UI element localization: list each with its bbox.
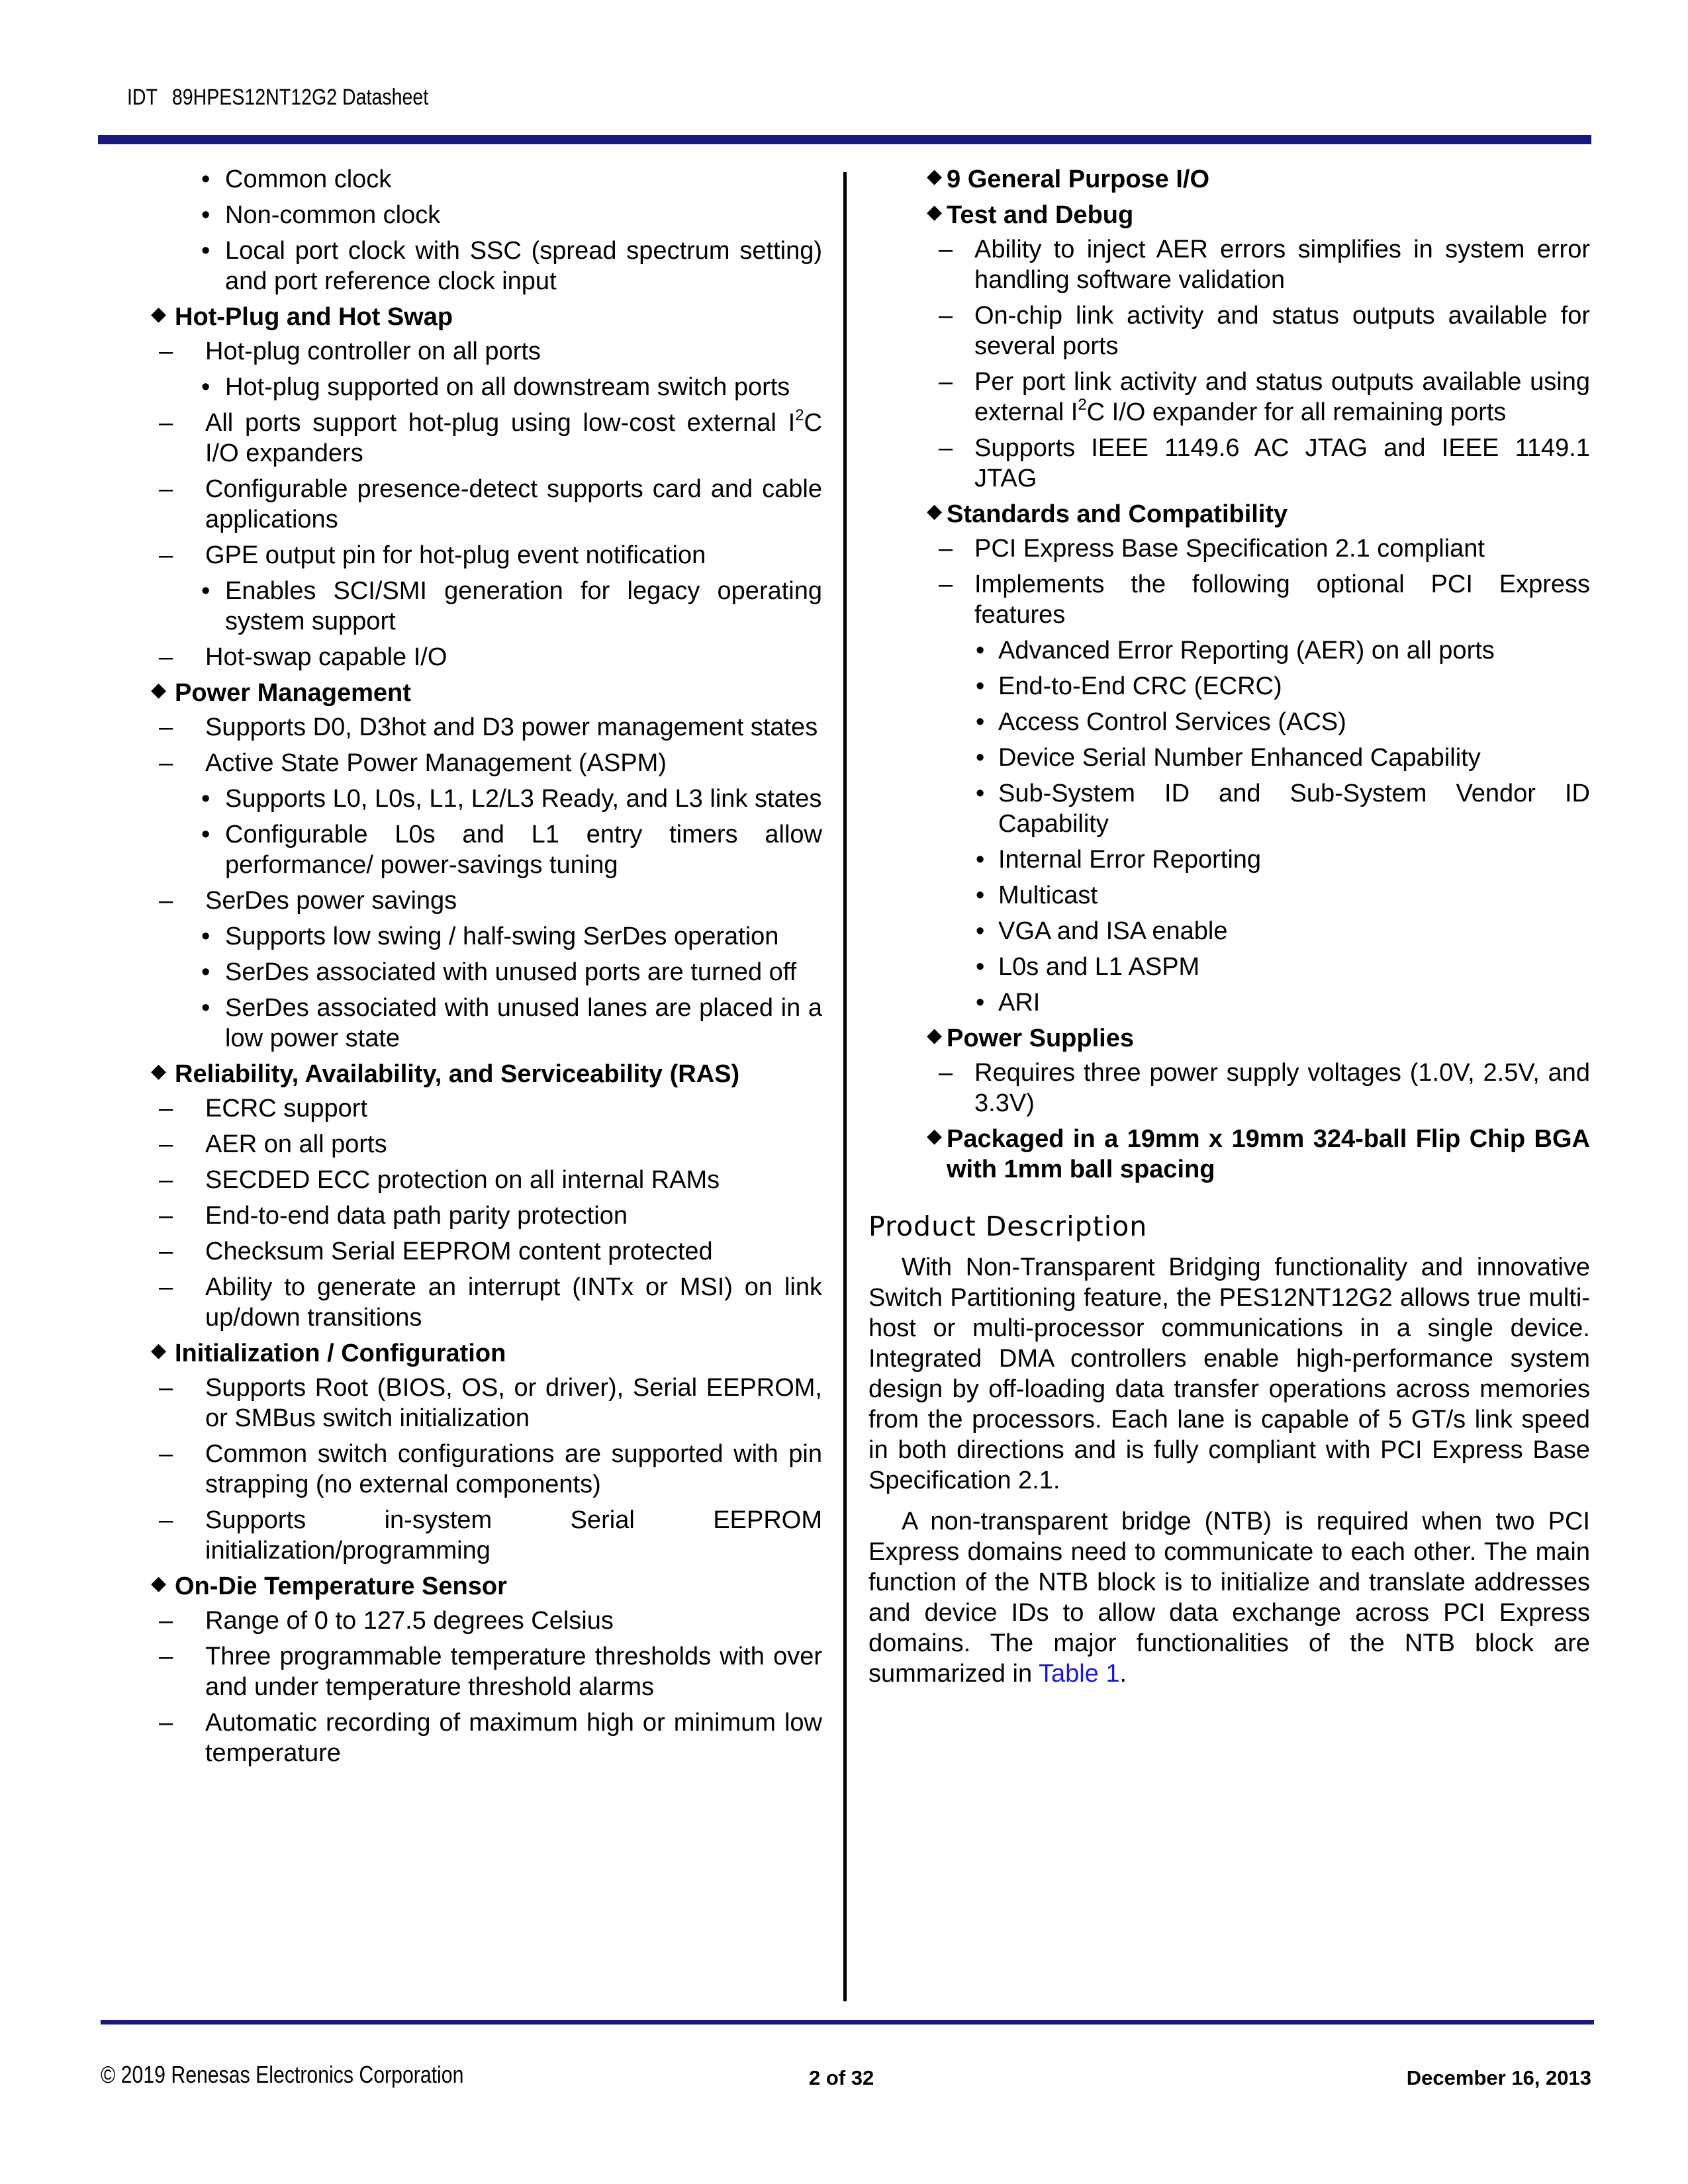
- dash-marker: –: [159, 887, 173, 915]
- feature-item: [127, 642, 822, 672]
- item-text: Hot-Plug and Hot Swap: [175, 303, 453, 331]
- feature-item: [868, 433, 1590, 494]
- item-text: Supports IEEE 1149.6 AC JTAG and IEEE 1149.1 JTAG: [974, 434, 1590, 492]
- item-text: Access Control Services (ACS): [998, 708, 1346, 736]
- feature-item: [127, 748, 822, 778]
- feature-heading: [127, 302, 822, 332]
- item-text: End-to-end data path parity protection: [205, 1202, 628, 1230]
- section-title-product-description: Product Description: [868, 1210, 1148, 1242]
- dash-marker: –: [159, 1607, 173, 1635]
- item-text: Supports in-system Serial EEPROM initialization/programming: [205, 1506, 822, 1565]
- dash-marker: –: [939, 1059, 953, 1087]
- feature-item: [868, 1058, 1590, 1118]
- item-text: Sub-System ID and Sub-System Vendor ID Capability: [998, 780, 1590, 838]
- item-text: SECDED ECC protection on all internal RAMs: [205, 1166, 720, 1194]
- item-text: End-to-End CRC (ECRC): [998, 672, 1282, 700]
- diamond-bullet-icon: ◆: [927, 165, 943, 187]
- diamond-bullet-icon: ◆: [151, 303, 167, 325]
- item-text: PCI Express Base Specification 2.1 compliant: [974, 535, 1485, 563]
- bullet-marker: •: [201, 785, 211, 813]
- item-text: Multicast: [998, 882, 1098, 909]
- feature-subitem: [127, 200, 822, 230]
- feature-item: [868, 569, 1590, 630]
- feature-heading: [868, 1023, 1590, 1054]
- dash-marker: –: [939, 434, 953, 462]
- feature-item: [127, 1272, 822, 1333]
- item-text-continued: C I/O expander for all remaining ports: [1086, 398, 1507, 426]
- product-description-paragraph-2: [868, 1506, 1590, 1689]
- item-text: Hot-swap capable I/O: [205, 643, 447, 671]
- item-text: Device Serial Number Enhanced Capability: [998, 744, 1481, 772]
- diamond-bullet-icon: ◆: [927, 201, 943, 223]
- item-text: Range of 0 to 127.5 degrees Celsius: [205, 1607, 614, 1635]
- feature-item: [127, 336, 822, 367]
- header-rule: [98, 135, 1591, 144]
- item-text: All ports support hot-plug using low-cost external I: [205, 409, 796, 437]
- item-text: Advanced Error Reporting (AER) on all ports: [998, 637, 1495, 664]
- dash-marker: –: [159, 541, 173, 569]
- bullet-marker: •: [976, 780, 985, 807]
- feature-item: [127, 1236, 822, 1267]
- feature-item: [127, 540, 822, 570]
- feature-subitem: [127, 164, 822, 195]
- item-text: GPE output pin for hot-plug event notification: [205, 541, 706, 569]
- column-divider: [843, 172, 847, 2001]
- feature-subitem: [868, 880, 1590, 911]
- diamond-bullet-icon: ◆: [151, 1340, 167, 1361]
- dash-marker: –: [159, 409, 173, 437]
- item-text: L0s and L1 ASPM: [998, 953, 1200, 981]
- right-feature-list: [868, 164, 1590, 1185]
- feature-subitem: [127, 236, 822, 296]
- bullet-marker: •: [201, 821, 211, 848]
- bullet-marker: •: [201, 165, 211, 193]
- bullet-marker: •: [201, 237, 211, 265]
- feature-subitem: [127, 576, 822, 637]
- bullet-marker: •: [201, 958, 211, 986]
- bullet-marker: •: [976, 744, 985, 772]
- item-text: Local port clock with SSC (spread spectrum setting) and port reference clock input: [225, 237, 822, 295]
- bullet-marker: •: [976, 953, 985, 981]
- feature-item: [127, 474, 822, 535]
- feature-item: [127, 1201, 822, 1231]
- item-text: Three programmable temperature thresholds with over and under temperature threshold alarms: [205, 1643, 822, 1701]
- feature-subitem: [868, 743, 1590, 773]
- feature-subitem: [127, 957, 822, 987]
- feature-item: [127, 1165, 822, 1195]
- footer-date: December 16, 2013: [1406, 2066, 1591, 2089]
- feature-item: [868, 300, 1590, 361]
- feature-item: [127, 1606, 822, 1636]
- paragraph-2-end: .: [1119, 1660, 1127, 1688]
- item-text: Checksum Serial EEPROM content protected: [205, 1238, 713, 1265]
- item-text: Ability to generate an interrupt (INTx or MSI) on link up/down transitions: [205, 1273, 822, 1332]
- bullet-marker: •: [976, 882, 985, 909]
- bullet-marker: •: [201, 923, 211, 950]
- feature-heading: [127, 1338, 822, 1369]
- left-column: [127, 164, 822, 1774]
- diamond-bullet-icon: ◆: [151, 1572, 167, 1594]
- dash-marker: –: [159, 1643, 173, 1670]
- dash-marker: –: [159, 643, 173, 671]
- feature-heading: [868, 1124, 1590, 1185]
- dash-marker: –: [159, 1440, 173, 1468]
- item-text-continued: C I/O expanders: [205, 409, 822, 467]
- item-text: Supports L0, L0s, L1, L2/L3 Ready, and L3 link states: [225, 785, 822, 813]
- item-text: On-chip link activity and status outputs available for several ports: [974, 302, 1590, 360]
- feature-item: [127, 408, 822, 469]
- item-text: Initialization / Configuration: [175, 1340, 506, 1367]
- dash-marker: –: [939, 570, 953, 598]
- feature-item: [127, 1129, 822, 1160]
- dash-marker: –: [159, 1709, 173, 1737]
- dash-marker: –: [159, 338, 173, 365]
- feature-item: [127, 1373, 822, 1433]
- dash-marker: –: [159, 1130, 173, 1158]
- item-text: On-Die Temperature Sensor: [175, 1572, 507, 1600]
- item-text: Per port link activity and status outputs available using external I: [974, 368, 1590, 426]
- item-text: VGA and ISA enable: [998, 917, 1228, 945]
- feature-heading: [127, 1059, 822, 1089]
- bullet-marker: •: [976, 672, 985, 700]
- dash-marker: –: [159, 475, 173, 503]
- bullet-marker: •: [201, 577, 211, 605]
- dash-marker: –: [159, 1273, 173, 1301]
- bullet-marker: •: [976, 917, 985, 945]
- item-text: Common switch configurations are supported with pin strapping (no external components): [205, 1440, 822, 1498]
- feature-subitem: [868, 844, 1590, 875]
- footer-copyright: © 2019 Renesas Electronics Corporation: [101, 2061, 464, 2088]
- item-text: Implements the following optional PCI Express features: [974, 570, 1590, 629]
- item-text: Reliability, Availability, and Serviceability (RAS): [175, 1060, 740, 1088]
- feature-subitem: [868, 635, 1590, 666]
- feature-subitem: [868, 671, 1590, 702]
- page-header: [127, 85, 486, 111]
- item-text: ECRC support: [205, 1095, 367, 1122]
- item-text: SerDes associated with unused lanes are placed in a low power state: [225, 994, 822, 1052]
- feature-item: [127, 1439, 822, 1500]
- superscript: 2: [1078, 396, 1087, 414]
- bullet-marker: •: [201, 373, 211, 401]
- feature-subitem: [127, 784, 822, 814]
- dash-marker: –: [159, 713, 173, 741]
- diamond-bullet-icon: ◆: [927, 500, 943, 522]
- item-text: Hot-plug controller on all ports: [205, 338, 541, 365]
- feature-heading: [868, 499, 1590, 529]
- item-text: Non-common clock: [225, 201, 441, 229]
- bullet-marker: •: [976, 989, 985, 1017]
- footer-page-number: 2 of 32: [809, 2066, 874, 2089]
- dash-marker: –: [159, 1095, 173, 1122]
- superscript: 2: [795, 406, 804, 424]
- bullet-marker: •: [976, 708, 985, 736]
- item-text: Enables SCI/SMI generation for legacy operating system support: [225, 577, 822, 635]
- header-doc-title: 89HPES12NT12G2 Datasheet: [171, 85, 429, 110]
- item-text: Power Supplies: [947, 1024, 1134, 1052]
- item-text: Configurable L0s and L1 entry timers allow performance/ power-savings tuning: [225, 821, 822, 879]
- item-text: Packaged in a 19mm x 19mm 324-ball Flip Chip BGA with 1mm ball spacing: [947, 1125, 1590, 1183]
- item-text: Automatic recording of maximum high or minimum low temperature: [205, 1709, 822, 1767]
- feature-item: [868, 367, 1590, 428]
- feature-heading: [127, 1571, 822, 1602]
- feature-subitem: [868, 916, 1590, 946]
- bullet-marker: •: [976, 846, 985, 874]
- item-text: Test and Debug: [947, 201, 1134, 229]
- footer-rule: [101, 2020, 1594, 2025]
- diamond-bullet-icon: ◆: [927, 1125, 943, 1147]
- feature-item: [127, 1093, 822, 1124]
- dash-marker: –: [939, 236, 953, 263]
- feature-subitem: [868, 987, 1590, 1018]
- item-text: Requires three power supply voltages (1.0V, 2.5V, and 3.3V): [974, 1059, 1590, 1117]
- item-text: Hot-plug supported on all downstream switch ports: [225, 373, 790, 401]
- feature-subitem: [868, 778, 1590, 839]
- item-text: Power Management: [175, 679, 411, 707]
- feature-item: [868, 533, 1590, 564]
- product-description-paragraph-1: With Non-Transparent Bridging functionality and innovative Switch Partitioning feature, the PES12NT12G2 allows true multi-host or multi-processor communications in a single device. Integrated DMA controllers enable high-performance system design by off-loading data transfer operations across memories from the processors. Each lane is capable of 5 GT/s link speed in both directions and is fully compliant with PCI Express Base Specification 2.1.: [868, 1253, 1590, 1494]
- item-text: Active State Power Management (ASPM): [205, 749, 667, 777]
- diamond-bullet-icon: ◆: [151, 679, 167, 701]
- feature-subitem: [127, 372, 822, 402]
- paragraph-2-text: A non-transparent bridge (NTB) is required when two PCI Express domains need to communicate to each other. The main function of the NTB block is to initialize and translate addresses and device IDs to allow data exchange across PCI Express domains. The major functionalities of the NTB block are summarized in: [868, 1508, 1590, 1688]
- feature-subitem: [127, 993, 822, 1054]
- item-text: Standards and Compatibility: [947, 500, 1288, 528]
- diamond-bullet-icon: ◆: [151, 1060, 167, 1082]
- feature-item: [127, 712, 822, 743]
- feature-heading: [868, 164, 1590, 195]
- feature-item: [127, 886, 822, 916]
- item-text: AER on all ports: [205, 1130, 387, 1158]
- feature-subitem: [868, 952, 1590, 982]
- dash-marker: –: [159, 1374, 173, 1402]
- header-company: IDT: [127, 85, 158, 110]
- dash-marker: –: [939, 302, 953, 330]
- feature-item: [127, 1707, 822, 1768]
- feature-subitem: [868, 707, 1590, 737]
- item-text: SerDes associated with unused ports are turned off: [225, 958, 797, 986]
- dash-marker: –: [939, 535, 953, 563]
- item-text: Supports low swing / half-swing SerDes operation: [225, 923, 779, 950]
- feature-heading: [868, 200, 1590, 230]
- item-text: Ability to inject AER errors simplifies in system error handling software validation: [974, 236, 1590, 294]
- dash-marker: –: [159, 749, 173, 777]
- item-text: Configurable presence-detect supports card and cable applications: [205, 475, 822, 533]
- feature-subitem: [127, 819, 822, 880]
- bullet-marker: •: [201, 994, 211, 1022]
- dash-marker: –: [159, 1202, 173, 1230]
- feature-item: [127, 1505, 822, 1566]
- item-text: Supports Root (BIOS, OS, or driver), Serial EEPROM, or SMBus switch initialization: [205, 1374, 822, 1432]
- feature-item: [127, 1641, 822, 1702]
- item-text: ARI: [998, 989, 1041, 1017]
- item-text: 9 General Purpose I/O: [947, 165, 1210, 193]
- diamond-bullet-icon: ◆: [927, 1024, 943, 1046]
- feature-heading: [127, 678, 822, 708]
- dash-marker: –: [159, 1506, 173, 1534]
- bullet-marker: •: [201, 201, 211, 229]
- item-text: Internal Error Reporting: [998, 846, 1262, 874]
- dash-marker: –: [159, 1238, 173, 1265]
- feature-item: [868, 234, 1590, 295]
- dash-marker: –: [159, 1166, 173, 1194]
- right-column: [868, 164, 1590, 1700]
- bullet-marker: •: [976, 637, 985, 664]
- feature-subitem: [127, 921, 822, 952]
- table-1-link[interactable]: Table 1: [1038, 1660, 1120, 1688]
- item-text: Supports D0, D3hot and D3 power management states: [205, 713, 818, 741]
- item-text: Common clock: [225, 165, 392, 193]
- dash-marker: –: [939, 368, 953, 396]
- item-text: SerDes power savings: [205, 887, 457, 915]
